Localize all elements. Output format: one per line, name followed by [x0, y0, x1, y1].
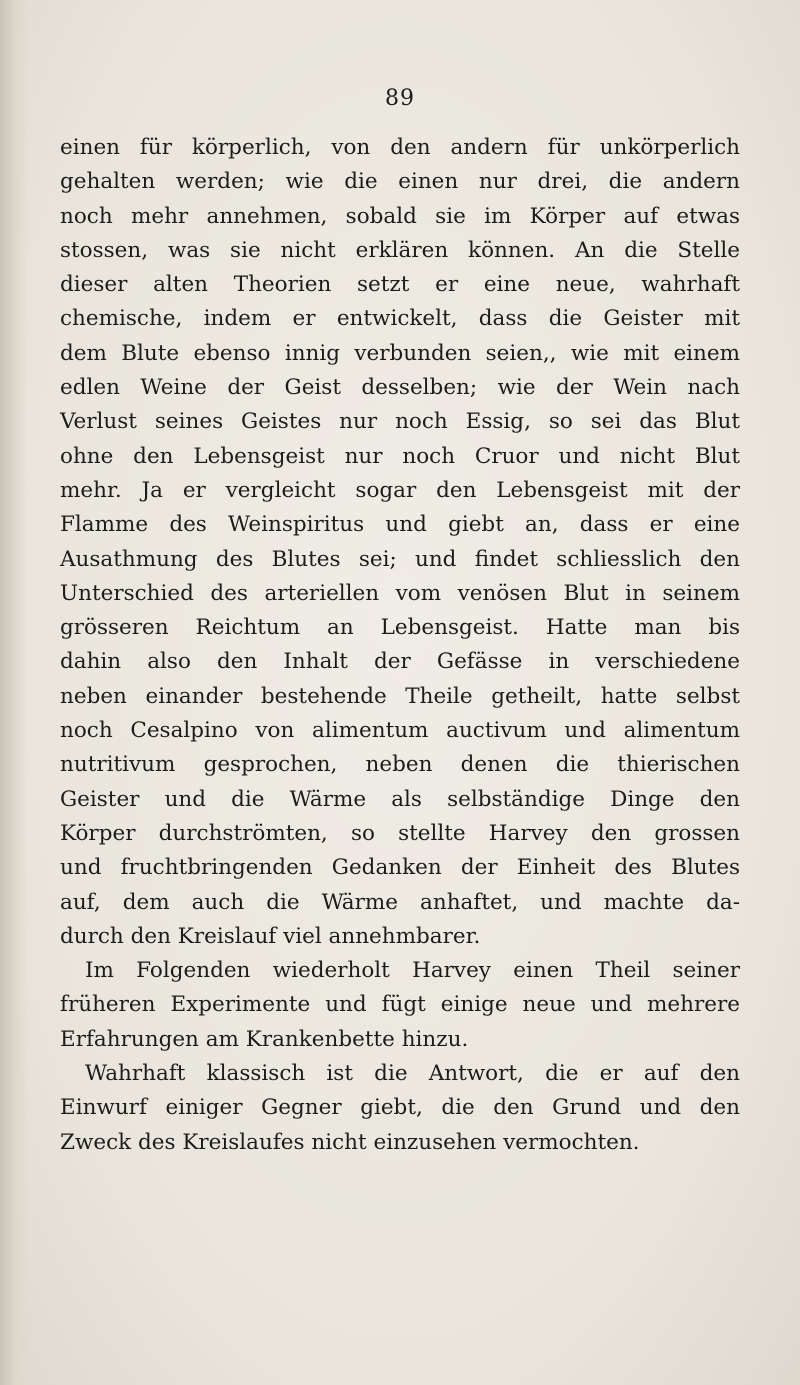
text-line: Wahrhaft klassisch ist die Antwort, die er auf den [85, 1061, 740, 1087]
text-line: Körper durchströmten, so stellte Harvey den grossen [60, 820, 740, 846]
text-line: Flamme des Weinspiritus und giebt an, dass er eine [60, 512, 740, 538]
text-line: noch Cesalpino von alimentum auctivum und alimentum [60, 718, 740, 744]
text-line: einen für körperlich, von den andern für unkörperlich [60, 135, 740, 160]
text-line: Erfahrungen am Krankenbette hinzu. [60, 1026, 469, 1052]
text-line: und fruchtbringenden Gedanken der Einheit des Blutes [60, 855, 740, 881]
text-line: Unterschied des arteriellen vom venösen Blut in seinem [60, 580, 740, 606]
text-line: nutritivum gesprochen, neben denen die thierischen [60, 752, 740, 778]
text-line: auf, dem auch die Wärme anhaftet, und machte da- [60, 889, 740, 915]
text-line: chemische, indem er entwickelt, dass die Geister mit [60, 306, 740, 332]
text-line: ohne den Lebensgeist nur noch Cruor und nicht Blut [60, 443, 740, 469]
text-line: Geister und die Wärme als selbständige Dinge den [60, 786, 740, 812]
text-line: noch mehr annehmen, sobald sie im Körper auf etwas [60, 203, 740, 229]
text-line: mehr. Ja er vergleicht sogar den Lebensgeist mit der [60, 477, 740, 503]
text-line: Verlust seines Geistes nur noch Essig, so sei das Blut [60, 409, 740, 435]
text-line: früheren Experimente und fügt einige neue und mehrere [60, 992, 740, 1018]
text-line: dieser alten Theorien setzt er eine neue, wahrhaft [60, 272, 740, 298]
text-line: edlen Weine der Geist desselben; wie der Wein nach [60, 375, 740, 401]
page-number: 89 [385, 86, 415, 111]
text-line: grösseren Reichtum an Lebensgeist. Hatte man bis [60, 615, 740, 641]
text-line: Im Folgenden wiederholt Harvey einen Theil seiner [85, 958, 740, 984]
text-line: durch den Kreislauf viel annehmbarer. [60, 923, 481, 949]
text-line: dahin also den Inhalt der Gefässe in verschiedene [60, 649, 740, 675]
text-line: stossen, was sie nicht erklären können. An die Stelle [60, 237, 740, 263]
body-text [60, 131, 740, 1160]
binding-shadow [0, 0, 28, 1385]
text-line: gehalten werden; wie die einen nur drei, die andern [60, 169, 740, 195]
text-line: Einwurf einiger Gegner giebt, die den Grund und den [60, 1095, 740, 1121]
text-line: Zweck des Kreislaufes nicht einzusehen vermochten. [60, 1129, 640, 1155]
text-line: dem Blute ebenso innig verbunden seien,, wie mit einem [60, 340, 740, 366]
text-line: neben einander bestehende Theile getheilt, hatte selbst [60, 683, 740, 709]
text-line: Ausathmung des Blutes sei; und findet schliesslich den [60, 546, 740, 572]
